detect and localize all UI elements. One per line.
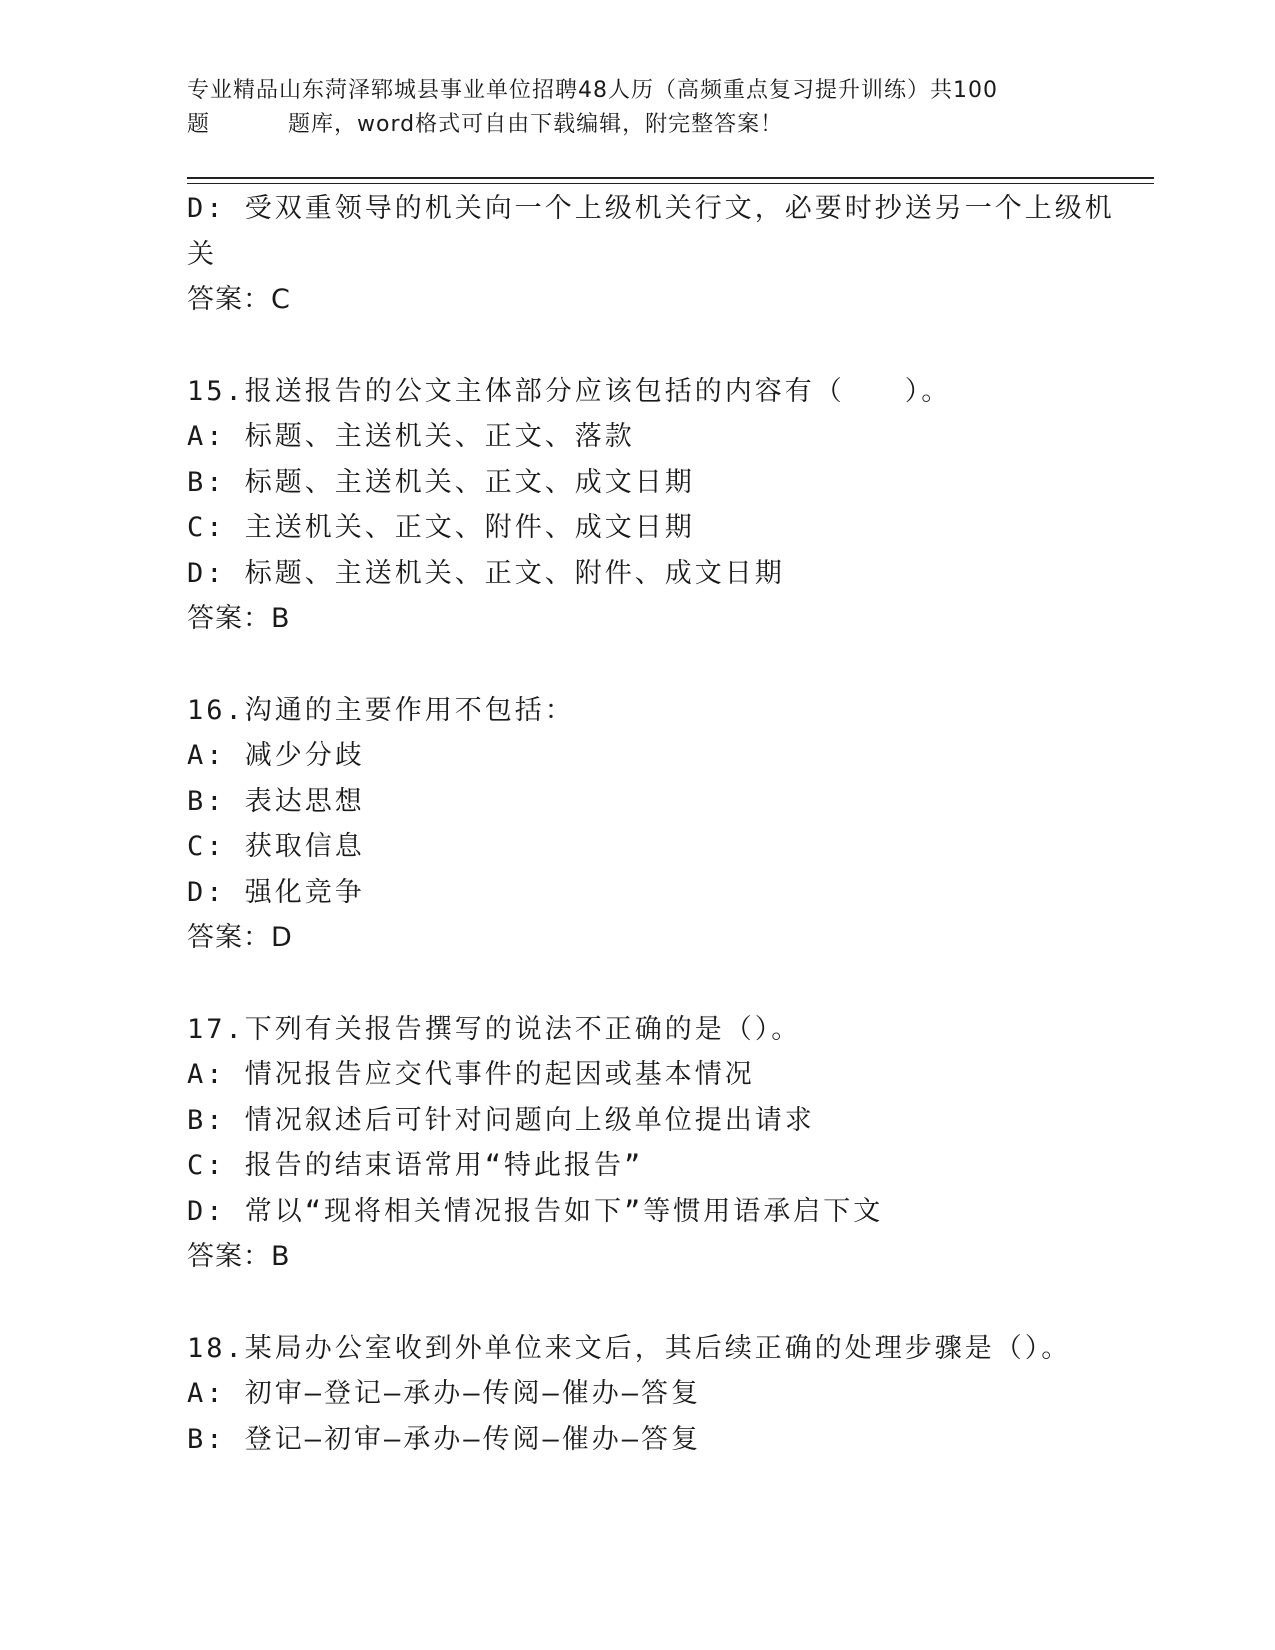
question-18 bbox=[187, 1326, 1087, 1463]
question-stem: 18.某局办公室收到外单位来文后，其后续正确的处理步骤是（）。 bbox=[187, 1332, 1072, 1364]
option-d: D: 强化竞争 bbox=[187, 876, 365, 908]
answer-line: 答案：C bbox=[187, 284, 291, 315]
header-title-line2-right: 题库，word格式可自由下载编辑，附完整答案！ bbox=[288, 112, 784, 137]
option-b: B: 标题、主送机关、正文、成文日期 bbox=[187, 466, 695, 498]
option-c: C: 主送机关、正文、附件、成文日期 bbox=[187, 512, 695, 543]
header-rule-thin bbox=[187, 183, 1154, 184]
question-14-tail bbox=[187, 186, 1115, 323]
option-a: A: 初审—登记—承办—传阅—催办—答复 bbox=[187, 1378, 702, 1409]
option-b: B: 表达思想 bbox=[187, 785, 365, 817]
option-c: C: 获取信息 bbox=[187, 831, 365, 862]
answer-line: 答案：B bbox=[187, 603, 291, 634]
option-d: D: 常以“现将相关情况报告如下”等惯用语承启下文 bbox=[187, 1195, 884, 1227]
header-rule-thick bbox=[187, 177, 1154, 179]
option-b: B: 登记—初审—承办—传阅—催办—答复 bbox=[187, 1423, 702, 1455]
question-stem: 16.沟通的主要作用不包括： bbox=[187, 694, 575, 726]
option-a: A: 减少分歧 bbox=[187, 740, 365, 771]
option-a: A: 标题、主送机关、正文、落款 bbox=[187, 421, 635, 452]
question-16 bbox=[187, 688, 1087, 961]
answer-line: 答案：D bbox=[187, 922, 293, 953]
option-d: D: 受双重领导的机关向一个上级机关行文，必要时抄送另一个上级机 bbox=[187, 193, 1115, 224]
option-d-continued: 关 bbox=[187, 238, 217, 270]
header-title-line2-left: 题 bbox=[187, 112, 211, 137]
option-d: D: 标题、主送机关、正文、附件、成文日期 bbox=[187, 557, 785, 589]
option-b: B: 情况叙述后可针对问题向上级单位提出请求 bbox=[187, 1104, 815, 1136]
option-a: A: 情况报告应交代事件的起因或基本情况 bbox=[187, 1059, 755, 1090]
question-17 bbox=[187, 1007, 1087, 1280]
question-stem: 17.下列有关报告撰写的说法不正确的是（）。 bbox=[187, 1013, 802, 1045]
option-c: C: 报告的结束语常用“特此报告” bbox=[187, 1150, 644, 1181]
document-header bbox=[187, 74, 1067, 142]
header-title-line1: 专业精品山东菏泽郓城县事业单位招聘48人历（高频重点复习提升训练）共100 bbox=[187, 78, 998, 103]
question-stem: 15.报送报告的公文主体部分应该包括的内容有（ ）。 bbox=[187, 375, 952, 407]
document-body bbox=[187, 186, 1115, 1462]
answer-line: 答案：B bbox=[187, 1241, 291, 1272]
question-15 bbox=[187, 369, 1087, 642]
header-title-line2 bbox=[187, 108, 1067, 142]
